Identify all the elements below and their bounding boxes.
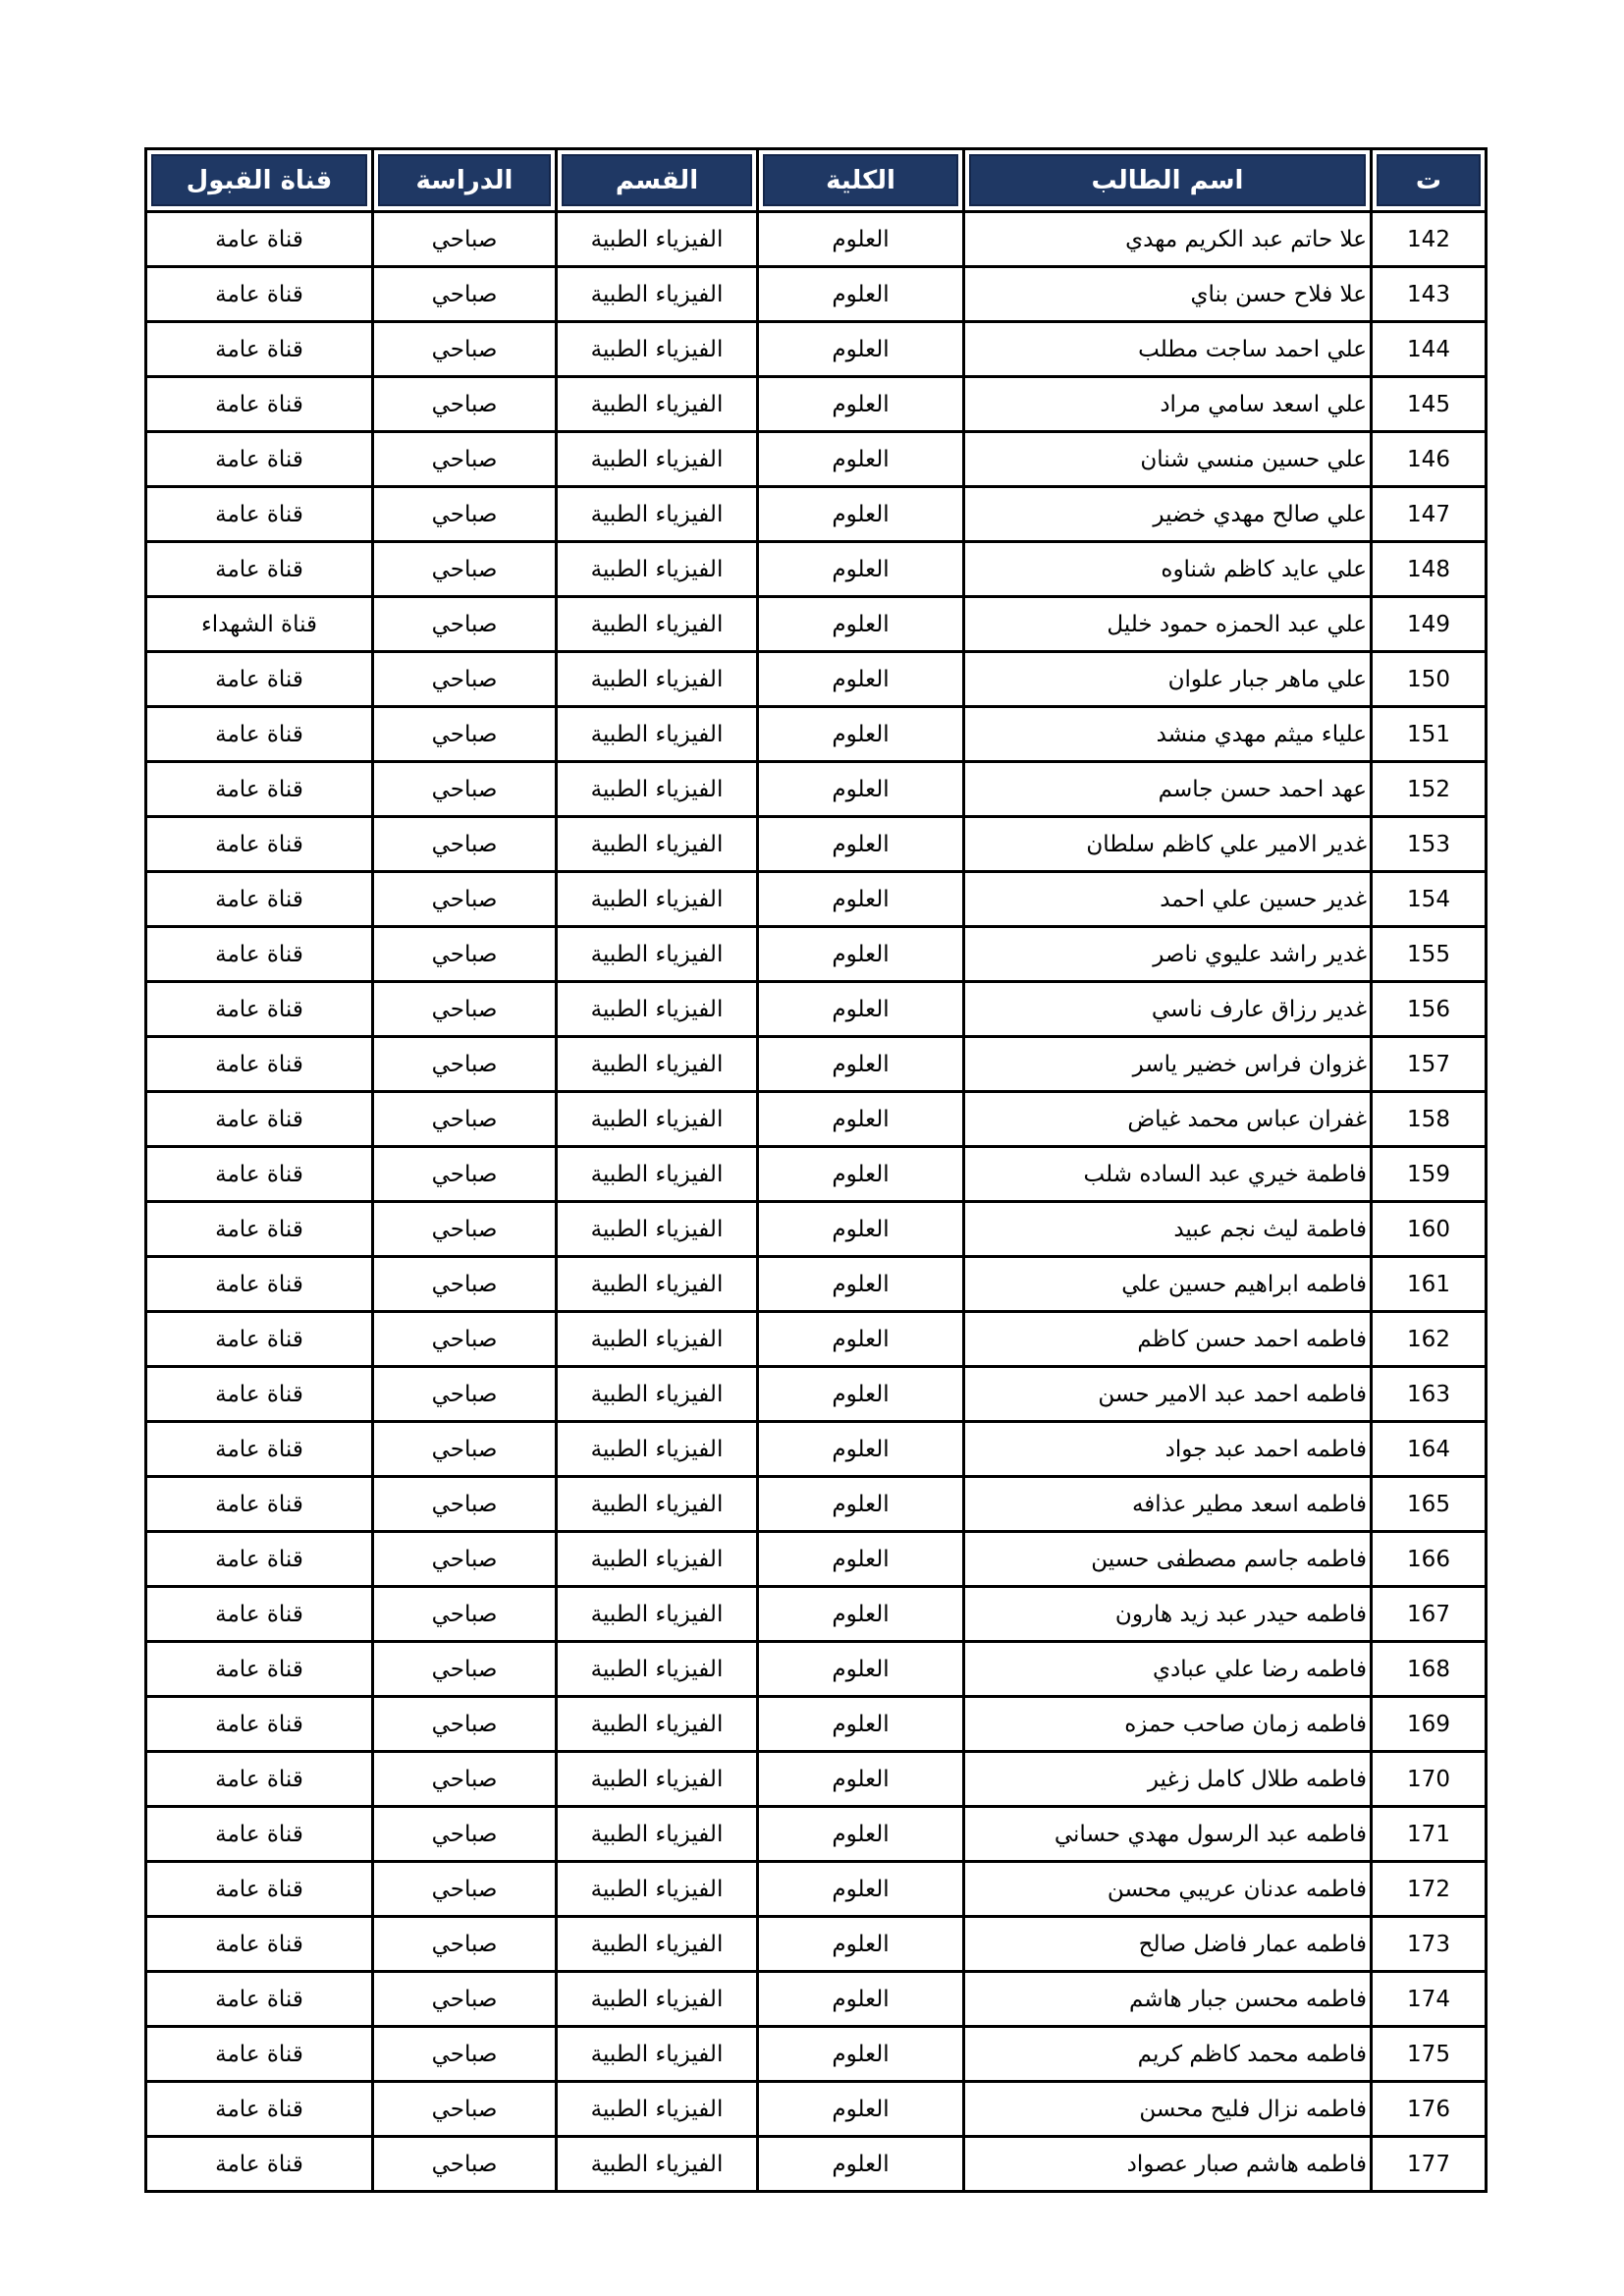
cell-index: 146: [1372, 432, 1487, 487]
cell-index: 143: [1372, 267, 1487, 322]
cell-study: صباحي: [373, 377, 557, 432]
cell-channel: قناة عامة: [146, 927, 373, 982]
cell-name: علي عبد الحمزه حمود خليل: [964, 597, 1372, 652]
cell-college: العلوم: [758, 322, 964, 377]
table-row: [146, 1367, 1487, 1422]
cell-college: العلوم: [758, 1202, 964, 1257]
cell-name: فاطمه اسعد مطير عذافه: [964, 1477, 1372, 1532]
cell-college: العلوم: [758, 267, 964, 322]
cell-department: الفيزياء الطبية: [557, 1477, 758, 1532]
cell-channel: قناة عامة: [146, 1092, 373, 1147]
cell-college: العلوم: [758, 1972, 964, 2027]
cell-college: العلوم: [758, 1642, 964, 1697]
cell-study: صباحي: [373, 1642, 557, 1697]
cell-study: صباحي: [373, 1752, 557, 1807]
cell-channel: قناة عامة: [146, 1367, 373, 1422]
table-row: [146, 1092, 1487, 1147]
cell-study: صباحي: [373, 542, 557, 597]
cell-index: 142: [1372, 212, 1487, 267]
cell-study: صباحي: [373, 322, 557, 377]
cell-study: صباحي: [373, 652, 557, 707]
cell-channel: قناة عامة: [146, 267, 373, 322]
cell-study: صباحي: [373, 1972, 557, 2027]
cell-index: 157: [1372, 1037, 1487, 1092]
table-row: [146, 1862, 1487, 1917]
table-row: [146, 1587, 1487, 1642]
table-row: [146, 652, 1487, 707]
cell-college: العلوم: [758, 212, 964, 267]
cell-index: 158: [1372, 1092, 1487, 1147]
cell-index: 167: [1372, 1587, 1487, 1642]
cell-index: 177: [1372, 2137, 1487, 2192]
cell-channel: قناة عامة: [146, 432, 373, 487]
table-row: [146, 1312, 1487, 1367]
cell-channel: قناة عامة: [146, 1147, 373, 1202]
cell-college: العلوم: [758, 1367, 964, 1422]
cell-index: 149: [1372, 597, 1487, 652]
cell-department: الفيزياء الطبية: [557, 1752, 758, 1807]
cell-name: فاطمه طلال كامل زغير: [964, 1752, 1372, 1807]
cell-department: الفيزياء الطبية: [557, 1367, 758, 1422]
cell-channel: قناة عامة: [146, 2027, 373, 2082]
cell-college: العلوم: [758, 817, 964, 872]
cell-channel: قناة عامة: [146, 377, 373, 432]
cell-name: فاطمه حيدر عبد زيد هارون: [964, 1587, 1372, 1642]
cell-name: علا حاتم عبد الكريم مهدي: [964, 212, 1372, 267]
cell-study: صباحي: [373, 267, 557, 322]
cell-index: 170: [1372, 1752, 1487, 1807]
cell-channel: قناة عامة: [146, 2082, 373, 2137]
cell-college: العلوم: [758, 2027, 964, 2082]
cell-channel: قناة عامة: [146, 2137, 373, 2192]
table-row: [146, 267, 1487, 322]
cell-study: صباحي: [373, 762, 557, 817]
cell-study: صباحي: [373, 212, 557, 267]
cell-college: العلوم: [758, 1752, 964, 1807]
cell-study: صباحي: [373, 707, 557, 762]
cell-index: 162: [1372, 1312, 1487, 1367]
cell-department: الفيزياء الطبية: [557, 1917, 758, 1972]
cell-department: الفيزياء الطبية: [557, 1532, 758, 1587]
cell-name: فاطمه محسن جبار هاشم: [964, 1972, 1372, 2027]
cell-study: صباحي: [373, 1202, 557, 1257]
cell-index: 156: [1372, 982, 1487, 1037]
cell-index: 166: [1372, 1532, 1487, 1587]
col-header-channel: قناة القبول: [146, 149, 373, 212]
cell-department: الفيزياء الطبية: [557, 2082, 758, 2137]
table-row: [146, 872, 1487, 927]
cell-name: فاطمه نزال فليح محسن: [964, 2082, 1372, 2137]
cell-college: العلوم: [758, 377, 964, 432]
cell-channel: قناة عامة: [146, 1532, 373, 1587]
cell-channel: قناة عامة: [146, 817, 373, 872]
cell-department: الفيزياء الطبية: [557, 927, 758, 982]
cell-college: العلوم: [758, 982, 964, 1037]
cell-name: غدير حسين علي احمد: [964, 872, 1372, 927]
table-row: [146, 2137, 1487, 2192]
cell-name: فاطمه عمار فاضل صالح: [964, 1917, 1372, 1972]
cell-college: العلوم: [758, 872, 964, 927]
table-row: [146, 1752, 1487, 1807]
cell-name: فاطمه احمد حسن كاظم: [964, 1312, 1372, 1367]
table-row: [146, 1697, 1487, 1752]
cell-name: غدير راشد عليوي ناصر: [964, 927, 1372, 982]
cell-channel: قناة عامة: [146, 762, 373, 817]
cell-channel: قناة الشهداء: [146, 597, 373, 652]
cell-index: 147: [1372, 487, 1487, 542]
cell-name: علي احمد ساجت مطلب: [964, 322, 1372, 377]
cell-name: غدير الامير علي كاظم سلطان: [964, 817, 1372, 872]
table-row: [146, 542, 1487, 597]
students-table: [144, 147, 1488, 2193]
cell-study: صباحي: [373, 1257, 557, 1312]
cell-channel: قناة عامة: [146, 1862, 373, 1917]
cell-index: 151: [1372, 707, 1487, 762]
cell-study: صباحي: [373, 487, 557, 542]
cell-name: علي اسعد سامي مراد: [964, 377, 1372, 432]
cell-index: 148: [1372, 542, 1487, 597]
cell-study: صباحي: [373, 1587, 557, 1642]
cell-study: صباحي: [373, 1697, 557, 1752]
cell-name: علي ماهر جبار علوان: [964, 652, 1372, 707]
cell-college: العلوم: [758, 2137, 964, 2192]
cell-department: الفيزياء الطبية: [557, 1202, 758, 1257]
cell-department: الفيزياء الطبية: [557, 212, 758, 267]
cell-channel: قناة عامة: [146, 872, 373, 927]
cell-department: الفيزياء الطبية: [557, 1972, 758, 2027]
col-header-department: القسم: [557, 149, 758, 212]
cell-channel: قناة عامة: [146, 487, 373, 542]
table-row: [146, 1257, 1487, 1312]
cell-college: العلوم: [758, 1092, 964, 1147]
table-row: [146, 597, 1487, 652]
cell-name: فاطمه عبد الرسول مهدي حساني: [964, 1807, 1372, 1862]
col-header-index: ت: [1372, 149, 1487, 212]
cell-name: فاطمه احمد عبد الامير حسن: [964, 1367, 1372, 1422]
cell-study: صباحي: [373, 2137, 557, 2192]
cell-college: العلوم: [758, 432, 964, 487]
cell-study: صباحي: [373, 2082, 557, 2137]
cell-study: صباحي: [373, 817, 557, 872]
cell-department: الفيزياء الطبية: [557, 817, 758, 872]
col-header-college: الكلية: [758, 149, 964, 212]
cell-name: فاطمه رضا علي عبادي: [964, 1642, 1372, 1697]
cell-index: 152: [1372, 762, 1487, 817]
table-row: [146, 432, 1487, 487]
cell-name: علي عايد كاظم شناوه: [964, 542, 1372, 597]
table-row: [146, 322, 1487, 377]
table-row: [146, 1202, 1487, 1257]
cell-channel: قناة عامة: [146, 1972, 373, 2027]
cell-study: صباحي: [373, 1807, 557, 1862]
cell-channel: قناة عامة: [146, 707, 373, 762]
cell-study: صباحي: [373, 982, 557, 1037]
cell-name: فاطمه زمان صاحب حمزه: [964, 1697, 1372, 1752]
cell-name: علا فلاح حسن بناي: [964, 267, 1372, 322]
cell-index: 172: [1372, 1862, 1487, 1917]
cell-college: العلوم: [758, 1587, 964, 1642]
cell-channel: قناة عامة: [146, 1312, 373, 1367]
cell-index: 145: [1372, 377, 1487, 432]
cell-channel: قناة عامة: [146, 1477, 373, 1532]
cell-index: 165: [1372, 1477, 1487, 1532]
table-row: [146, 2082, 1487, 2137]
cell-department: الفيزياء الطبية: [557, 267, 758, 322]
cell-index: 161: [1372, 1257, 1487, 1312]
cell-channel: قناة عامة: [146, 1642, 373, 1697]
cell-department: الفيزياء الطبية: [557, 1312, 758, 1367]
cell-department: الفيزياء الطبية: [557, 707, 758, 762]
cell-department: الفيزياء الطبية: [557, 432, 758, 487]
cell-college: العلوم: [758, 1422, 964, 1477]
cell-name: علي حسين منسي شنان: [964, 432, 1372, 487]
cell-department: الفيزياء الطبية: [557, 1092, 758, 1147]
cell-index: 173: [1372, 1917, 1487, 1972]
cell-college: العلوم: [758, 1917, 964, 1972]
table-row: [146, 1037, 1487, 1092]
cell-department: الفيزياء الطبية: [557, 2027, 758, 2082]
cell-study: صباحي: [373, 1147, 557, 1202]
table-row: [146, 1807, 1487, 1862]
cell-study: صباحي: [373, 927, 557, 982]
cell-channel: قناة عامة: [146, 1587, 373, 1642]
cell-college: العلوم: [758, 1862, 964, 1917]
cell-study: صباحي: [373, 1477, 557, 1532]
cell-department: الفيزياء الطبية: [557, 1862, 758, 1917]
cell-department: الفيزياء الطبية: [557, 652, 758, 707]
col-header-study: الدراسة: [373, 149, 557, 212]
cell-channel: قناة عامة: [146, 1037, 373, 1092]
cell-department: الفيزياء الطبية: [557, 1422, 758, 1477]
table-row: [146, 1642, 1487, 1697]
table-row: [146, 487, 1487, 542]
table-row: [146, 1422, 1487, 1477]
cell-study: صباحي: [373, 1092, 557, 1147]
cell-channel: قناة عامة: [146, 652, 373, 707]
cell-college: العلوم: [758, 1477, 964, 1532]
cell-index: 176: [1372, 2082, 1487, 2137]
cell-department: الفيزياء الطبية: [557, 597, 758, 652]
cell-college: العلوم: [758, 762, 964, 817]
cell-name: عهد احمد حسن جاسم: [964, 762, 1372, 817]
cell-index: 169: [1372, 1697, 1487, 1752]
cell-department: الفيزياء الطبية: [557, 377, 758, 432]
cell-index: 153: [1372, 817, 1487, 872]
cell-index: 175: [1372, 2027, 1487, 2082]
cell-study: صباحي: [373, 1917, 557, 1972]
cell-study: صباحي: [373, 1367, 557, 1422]
cell-study: صباحي: [373, 597, 557, 652]
cell-index: 155: [1372, 927, 1487, 982]
cell-index: 160: [1372, 1202, 1487, 1257]
cell-index: 168: [1372, 1642, 1487, 1697]
table-header: [146, 149, 1487, 212]
cell-department: الفيزياء الطبية: [557, 322, 758, 377]
cell-name: فاطمة ليث نجم عبيد: [964, 1202, 1372, 1257]
table-row: [146, 927, 1487, 982]
table-row: [146, 1532, 1487, 1587]
cell-name: غفران عباس محمد غياض: [964, 1092, 1372, 1147]
cell-department: الفيزياء الطبية: [557, 1807, 758, 1862]
cell-channel: قناة عامة: [146, 982, 373, 1037]
table-row: [146, 1147, 1487, 1202]
cell-index: 163: [1372, 1367, 1487, 1422]
cell-name: علياء ميثم مهدي منشد: [964, 707, 1372, 762]
cell-college: العلوم: [758, 1147, 964, 1202]
cell-department: الفيزياء الطبية: [557, 1257, 758, 1312]
cell-channel: قناة عامة: [146, 212, 373, 267]
cell-channel: قناة عامة: [146, 1202, 373, 1257]
cell-college: العلوم: [758, 1807, 964, 1862]
cell-college: العلوم: [758, 1312, 964, 1367]
cell-index: 154: [1372, 872, 1487, 927]
cell-college: العلوم: [758, 1037, 964, 1092]
cell-department: الفيزياء الطبية: [557, 487, 758, 542]
cell-department: الفيزياء الطبية: [557, 1587, 758, 1642]
cell-college: العلوم: [758, 927, 964, 982]
cell-college: العلوم: [758, 707, 964, 762]
cell-department: الفيزياء الطبية: [557, 762, 758, 817]
cell-department: الفيزياء الطبية: [557, 1642, 758, 1697]
cell-index: 159: [1372, 1147, 1487, 1202]
cell-index: 171: [1372, 1807, 1487, 1862]
cell-channel: قناة عامة: [146, 1807, 373, 1862]
cell-name: غدير رزاق عارف ناسي: [964, 982, 1372, 1037]
table-row: [146, 1972, 1487, 2027]
header-row: [146, 149, 1487, 212]
cell-department: الفيزياء الطبية: [557, 2137, 758, 2192]
col-header-name: اسم الطالب: [964, 149, 1372, 212]
table-row: [146, 2027, 1487, 2082]
cell-name: فاطمه ابراهيم حسين علي: [964, 1257, 1372, 1312]
table-row: [146, 1477, 1487, 1532]
cell-name: علي صالح مهدي خضير: [964, 487, 1372, 542]
cell-study: صباحي: [373, 2027, 557, 2082]
cell-channel: قناة عامة: [146, 1257, 373, 1312]
cell-college: العلوم: [758, 652, 964, 707]
cell-channel: قناة عامة: [146, 1752, 373, 1807]
cell-index: 174: [1372, 1972, 1487, 2027]
cell-department: الفيزياء الطبية: [557, 872, 758, 927]
cell-name: فاطمه احمد عبد جواد: [964, 1422, 1372, 1477]
cell-name: غزوان فراس خضير ياسر: [964, 1037, 1372, 1092]
cell-college: العلوم: [758, 542, 964, 597]
table-row: [146, 762, 1487, 817]
cell-department: الفيزياء الطبية: [557, 1147, 758, 1202]
table-row: [146, 212, 1487, 267]
cell-department: الفيزياء الطبية: [557, 542, 758, 597]
table-row: [146, 982, 1487, 1037]
table-row: [146, 377, 1487, 432]
cell-department: الفيزياء الطبية: [557, 1037, 758, 1092]
table-row: [146, 1917, 1487, 1972]
cell-study: صباحي: [373, 1312, 557, 1367]
cell-department: الفيزياء الطبية: [557, 982, 758, 1037]
cell-study: صباحي: [373, 872, 557, 927]
cell-study: صباحي: [373, 1532, 557, 1587]
cell-study: صباحي: [373, 432, 557, 487]
cell-department: الفيزياء الطبية: [557, 1697, 758, 1752]
cell-index: 144: [1372, 322, 1487, 377]
cell-college: العلوم: [758, 1257, 964, 1312]
table-body: [146, 212, 1487, 2192]
cell-channel: قناة عامة: [146, 1917, 373, 1972]
cell-channel: قناة عامة: [146, 1697, 373, 1752]
cell-college: العلوم: [758, 1532, 964, 1587]
cell-college: العلوم: [758, 597, 964, 652]
cell-college: العلوم: [758, 1697, 964, 1752]
cell-index: 150: [1372, 652, 1487, 707]
cell-study: صباحي: [373, 1037, 557, 1092]
cell-channel: قناة عامة: [146, 542, 373, 597]
cell-name: فاطمه عدنان عريبي محسن: [964, 1862, 1372, 1917]
table-row: [146, 707, 1487, 762]
cell-name: فاطمه محمد كاظم كريم: [964, 2027, 1372, 2082]
cell-name: فاطمه هاشم صبار عصواد: [964, 2137, 1372, 2192]
cell-channel: قناة عامة: [146, 1422, 373, 1477]
cell-college: العلوم: [758, 2082, 964, 2137]
cell-index: 164: [1372, 1422, 1487, 1477]
table-row: [146, 817, 1487, 872]
cell-name: فاطمة خيري عبد الساده شلب: [964, 1147, 1372, 1202]
cell-channel: قناة عامة: [146, 322, 373, 377]
cell-study: صباحي: [373, 1422, 557, 1477]
cell-college: العلوم: [758, 487, 964, 542]
cell-study: صباحي: [373, 1862, 557, 1917]
cell-name: فاطمه جاسم مصطفى حسين: [964, 1532, 1372, 1587]
